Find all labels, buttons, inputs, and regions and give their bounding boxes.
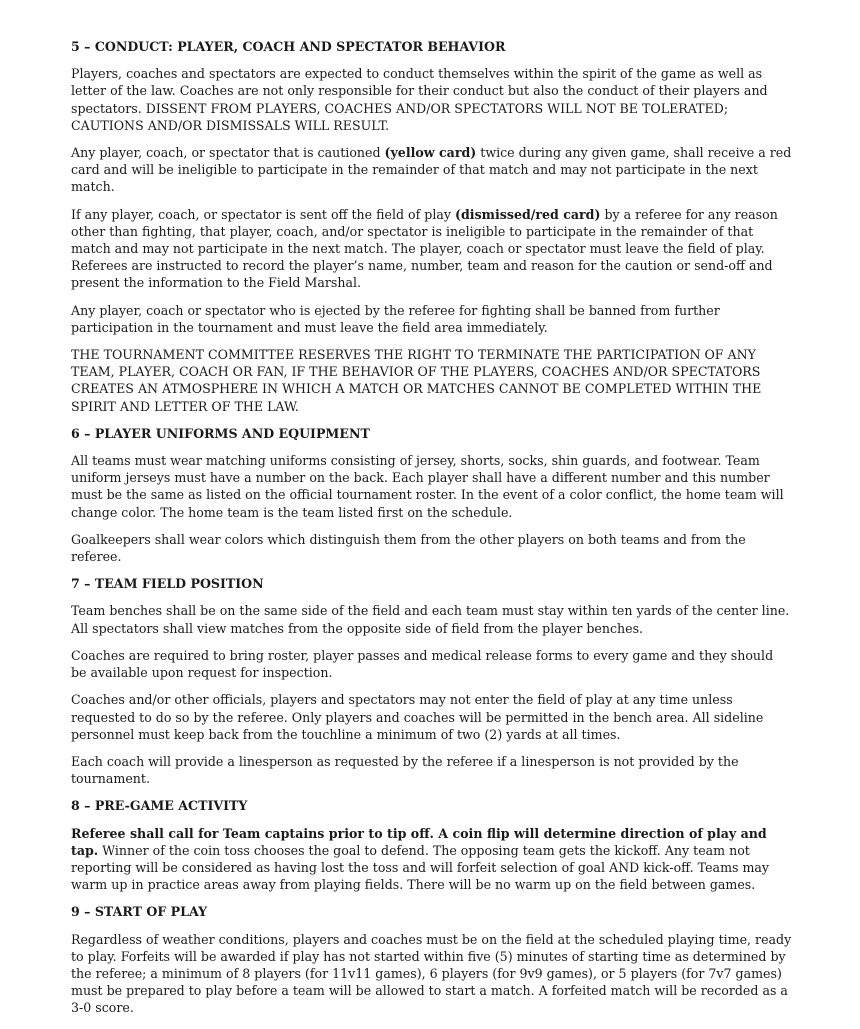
section-heading-conduct: 5 – CONDUCT: PLAYER, COACH AND SPECTATOR BEHAVIOR (71, 39, 506, 54)
bold-text: (dismissed/red card) (455, 206, 601, 222)
paragraph: Regardless of weather conditions, players and coaches must be on the field at the scheduled playing time, ready to play. Forfeits will be awarded if play has not started within five (5) minutes of starting time as determined by the referee; a minimum of 8 players (for 11v11 games), 6 players (for 9v9 games), or 5 players (for 7v7 games) must be prepared to play before a team will be allowed to start a match. A forfeited match will be recorded as a 3-0 score. (71, 931, 792, 1016)
text-run: twice during any given game, shall receive a red card and will be ineligible to participate in the remainder of that match and may not participate in the next match. (71, 145, 792, 195)
paragraph (71, 144, 792, 196)
bold-text: (yellow card) (384, 145, 477, 161)
paragraph: Coaches and/or other officials, players and spectators may not enter the field of play at any time unless requested to do so by the referee. Only players and coaches will be permitted in the bench area. All sideline personnel must keep back from the touchline a minimum of two (2) yards at all times. (71, 692, 764, 742)
section-heading-start-of-play: 9 – START OF PLAY (71, 904, 208, 920)
paragraph: THE TOURNAMENT COMMITTEE RESERVES THE RIGHT TO TERMINATE THE PARTICIPATION OF ANY TEAM, PLAYER, COACH OR FAN, IF THE BEHAVIOR OF THE PLAYERS, COACHES AND/OR SPECTATORS CREATES AN ATMOSPHERE IN WHICH A MATCH OR MATCHES CANNOT BE COMPLETED WITHIN THE SPIRIT AND LETTER OF THE LAW. (71, 347, 762, 414)
bold-text: Referee shall call for Team captains prior to tip off. A coin flip will determine direction of play and tap. (71, 825, 767, 858)
paragraph: Any player, coach or spectator who is ejected by the referee for fighting shall be banned from further participation in the tournament and must leave the field area immediately. (71, 302, 720, 335)
paragraph: Players, coaches and spectators are expected to conduct themselves within the spirit of the game as well as letter of the law. Coaches are not only responsible for their conduct but also the conduct of their players and spectators. DISSENT FROM PLAYERS, COACHES AND/OR SPECTATORS WILL NOT BE TOLERATED; CAUTIONS AND/OR DISMISSALS WILL RESULT. (71, 66, 768, 133)
text-run: Winner of the coin toss chooses the goal to defend. The opposing team gets the kickoff. Any team not reporting will be considered as having lost the toss and will forfeit selection of goal AND kick-off. Teams may warm up in practice areas away from playing fields. There will be no warm up on the field between games. (71, 842, 770, 893)
section-heading-pre-game: 8 – PRE-GAME ACTIVITY (71, 798, 248, 814)
section-heading-field-position: 7 – TEAM FIELD POSITION (71, 576, 264, 592)
paragraph: Each coach will provide a linesperson as requested by the referee if a linesperson is not provided by the tournament. (71, 753, 739, 787)
text-run: by a referee for any reason other than fighting, that player, coach, and/or spectator is ineligible to participate in the remainder of that match and may not participate in the next match. The player, coach or spectator must leave the field of play. Referees are instructed to record the player’s name, number, team and reason for the caution or send-off and present the information to the Field Marshal. (71, 206, 778, 291)
paragraph: Goalkeepers shall wear colors which distinguish them from the other players on both teams and from the referee. (71, 531, 746, 565)
text-run: Any player, coach, or spectator that is cautioned (71, 145, 385, 161)
paragraph: Team benches shall be on the same side of the field and each team must stay within ten yards of the center line. All spectators shall view matches from the opposite side of field from the player benches. (71, 603, 790, 636)
paragraph (71, 206, 792, 292)
paragraph: Coaches are required to bring roster, player passes and medical release forms to every game and they should be available upon request for inspection. (71, 647, 774, 681)
text-run: If any player, coach, or spectator is sent off the field of play (71, 206, 456, 222)
paragraph: All teams must wear matching uniforms consisting of jersey, shorts, socks, shin guards, and footwear. Team uniform jerseys must have a number on the back. Each player shall have a different number and this number must be the same as listed on the official tournament roster. In the event of a color conflict, the home team will change color. The home team is the team listed first on the schedule. (71, 453, 784, 520)
paragraph (71, 825, 792, 894)
section-heading-uniforms: 6 – PLAYER UNIFORMS AND EQUIPMENT (71, 425, 370, 441)
